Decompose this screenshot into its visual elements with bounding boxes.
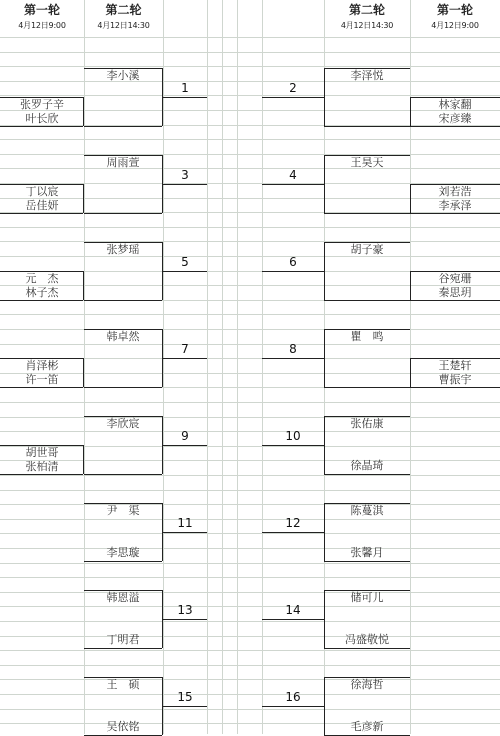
player-name: 徐晶琦 xyxy=(350,459,384,472)
first-round-bottom-line xyxy=(0,126,83,127)
player-name: 叶长欣 xyxy=(25,112,59,125)
player-name: 胡子豪 xyxy=(350,243,384,256)
bracket-connector-line xyxy=(262,532,324,533)
match-number: 11 xyxy=(177,516,193,530)
player-name: 李小溪 xyxy=(106,69,140,82)
player-name: 韩恩溢 xyxy=(106,591,140,604)
first-round-bottom-line xyxy=(0,387,83,388)
player-name: 尹 渠 xyxy=(106,504,140,517)
bracket-bottom-line xyxy=(84,300,162,301)
bracket-connector-line xyxy=(262,445,324,446)
match-number: 2 xyxy=(289,81,297,95)
player-name: 王楚轩 xyxy=(438,359,472,372)
grid-row-line xyxy=(0,37,500,38)
grid-row-line xyxy=(0,606,500,607)
grid-row-line xyxy=(0,490,500,491)
grid-row-line xyxy=(0,519,500,520)
match-number: 7 xyxy=(181,342,189,356)
grid-row-line xyxy=(0,329,500,330)
player-name: 储可儿 xyxy=(350,591,384,604)
grid-row-line xyxy=(0,81,500,82)
grid-row-line xyxy=(0,95,500,96)
match-number: 9 xyxy=(181,429,189,443)
bracket-bottom-line xyxy=(84,213,162,214)
player-name: 周雨萱 xyxy=(106,156,140,169)
header-left-round2-title: 第二轮 xyxy=(105,3,142,17)
match-number: 10 xyxy=(285,429,301,443)
first-round-bottom-line xyxy=(0,213,83,214)
bracket-bottom-line xyxy=(84,474,162,475)
header-right-round1-date: 4月12日9:00 xyxy=(431,21,479,30)
player-name: 张柏清 xyxy=(25,460,59,473)
header-right-round2-date: 4月12日14:30 xyxy=(340,21,394,30)
grid-row-line xyxy=(0,592,500,593)
player-name: 张梦瑶 xyxy=(106,243,140,256)
bracket-connector-line xyxy=(162,445,207,446)
player-name: 张馨月 xyxy=(350,546,384,559)
first-round-bottom-line xyxy=(410,213,500,214)
grid-row-line xyxy=(0,548,500,549)
player-name: 岳佳妍 xyxy=(25,199,59,212)
header-left-round1-date: 4月12日9:00 xyxy=(18,21,66,30)
player-name: 徐海哲 xyxy=(350,678,384,691)
bracket-connector-line xyxy=(162,706,207,707)
player-name: 刘若浩 xyxy=(438,185,472,198)
player-name: 林子杰 xyxy=(25,286,59,299)
bracket-connector-line xyxy=(262,706,324,707)
bracket-bottom-line xyxy=(84,387,162,388)
player-name: 张佑康 xyxy=(350,417,384,430)
grid-row-line xyxy=(0,227,500,228)
player-name: 宋彦臻 xyxy=(438,112,472,125)
bracket-bottom-line xyxy=(324,561,410,562)
grid-row-line xyxy=(0,636,500,637)
player-name: 胡世哥 xyxy=(25,446,59,459)
bracket-connector-line xyxy=(162,271,207,272)
grid-row-line xyxy=(0,694,500,695)
grid-row-line xyxy=(0,679,500,680)
match-number: 8 xyxy=(289,342,297,356)
match-number: 14 xyxy=(285,603,301,617)
match-number: 16 xyxy=(285,690,301,704)
grid-row-line xyxy=(0,154,500,155)
grid-row-line xyxy=(0,577,500,578)
first-round-bottom-line xyxy=(0,474,83,475)
player-name: 丁明君 xyxy=(106,633,140,646)
grid-row-line xyxy=(0,504,500,505)
bracket-connector-line xyxy=(262,97,324,98)
grid-row-line xyxy=(0,344,500,345)
grid-row-line xyxy=(0,650,500,651)
bracket-connector-line xyxy=(262,619,324,620)
bracket-bottom-line xyxy=(324,474,410,475)
match-number: 13 xyxy=(177,603,193,617)
player-name: 吴依铭 xyxy=(106,720,140,733)
bracket-connector-line xyxy=(162,619,207,620)
match-number: 12 xyxy=(285,516,301,530)
grid-row-line xyxy=(0,417,500,418)
bracket-connector-line xyxy=(262,358,324,359)
grid-row-line xyxy=(0,52,500,53)
player-name: 曹振宇 xyxy=(438,373,472,386)
player-name: 王 硕 xyxy=(106,678,140,691)
match-number: 3 xyxy=(181,168,189,182)
bracket-bottom-line xyxy=(84,648,162,649)
bracket-connector-line xyxy=(162,532,207,533)
bracket-connector-line xyxy=(262,184,324,185)
player-name: 王昊天 xyxy=(350,156,384,169)
grid-row-line xyxy=(0,66,500,67)
bracket-connector-line xyxy=(162,97,207,98)
grid-row-line xyxy=(0,402,500,403)
player-name: 瞿 鸣 xyxy=(350,330,384,343)
first-round-bottom-line xyxy=(0,300,83,301)
header-left-round2-date: 4月12日14:30 xyxy=(97,21,150,30)
grid-row-line xyxy=(0,665,500,666)
player-name: 元 杰 xyxy=(25,272,59,285)
bracket-bottom-line xyxy=(324,648,410,649)
grid-row-line xyxy=(0,168,500,169)
player-name: 陈蔓淇 xyxy=(350,504,384,517)
bracket-bottom-line xyxy=(84,126,162,127)
player-name: 李欣宸 xyxy=(106,417,140,430)
player-name: 林家翻 xyxy=(438,98,472,111)
grid-row-line xyxy=(0,475,500,476)
player-name: 韩卓然 xyxy=(106,330,140,343)
player-name: 李泽悦 xyxy=(350,69,384,82)
grid-row-line xyxy=(0,431,500,432)
match-number: 15 xyxy=(177,690,193,704)
match-number: 1 xyxy=(181,81,189,95)
player-name: 肖泽彬 xyxy=(25,359,59,372)
grid-row-line xyxy=(0,241,500,242)
first-round-bottom-line xyxy=(410,126,500,127)
match-number: 5 xyxy=(181,255,189,269)
bracket-bottom-line xyxy=(324,213,410,214)
player-name: 秦思玥 xyxy=(438,286,472,299)
bracket-connector-line xyxy=(262,271,324,272)
match-number: 6 xyxy=(289,255,297,269)
player-name: 张罗子辛 xyxy=(20,98,64,111)
bracket-bottom-line xyxy=(324,126,410,127)
grid-row-line xyxy=(0,314,500,315)
header-right-round2-title: 第二轮 xyxy=(348,3,385,17)
player-name: 李思璇 xyxy=(106,546,140,559)
header-right-round1-title: 第一轮 xyxy=(436,3,473,17)
bracket-bottom-line xyxy=(84,561,162,562)
match-number: 4 xyxy=(289,168,297,182)
grid-row-line xyxy=(0,139,500,140)
player-name: 丁以宸 xyxy=(25,185,59,198)
grid-row-line xyxy=(0,563,500,564)
grid-row-line xyxy=(0,621,500,622)
bracket-bottom-line xyxy=(324,300,410,301)
grid-row-line xyxy=(0,256,500,257)
player-name: 李承泽 xyxy=(438,199,472,212)
bracket-bottom-line xyxy=(324,387,410,388)
bracket-connector-line xyxy=(162,358,207,359)
player-name: 冯盛敬悦 xyxy=(345,633,389,646)
first-round-bottom-line xyxy=(410,300,500,301)
player-name: 毛彦新 xyxy=(350,720,384,733)
player-name: 谷宛珊 xyxy=(438,272,472,285)
first-round-bottom-line xyxy=(410,387,500,388)
grid-row-line xyxy=(0,723,500,724)
header-left-round1-title: 第一轮 xyxy=(23,3,60,17)
grid-row-line xyxy=(0,533,500,534)
grid-row-line xyxy=(0,709,500,710)
player-name: 许一笛 xyxy=(25,373,59,386)
bracket-connector-line xyxy=(162,184,207,185)
